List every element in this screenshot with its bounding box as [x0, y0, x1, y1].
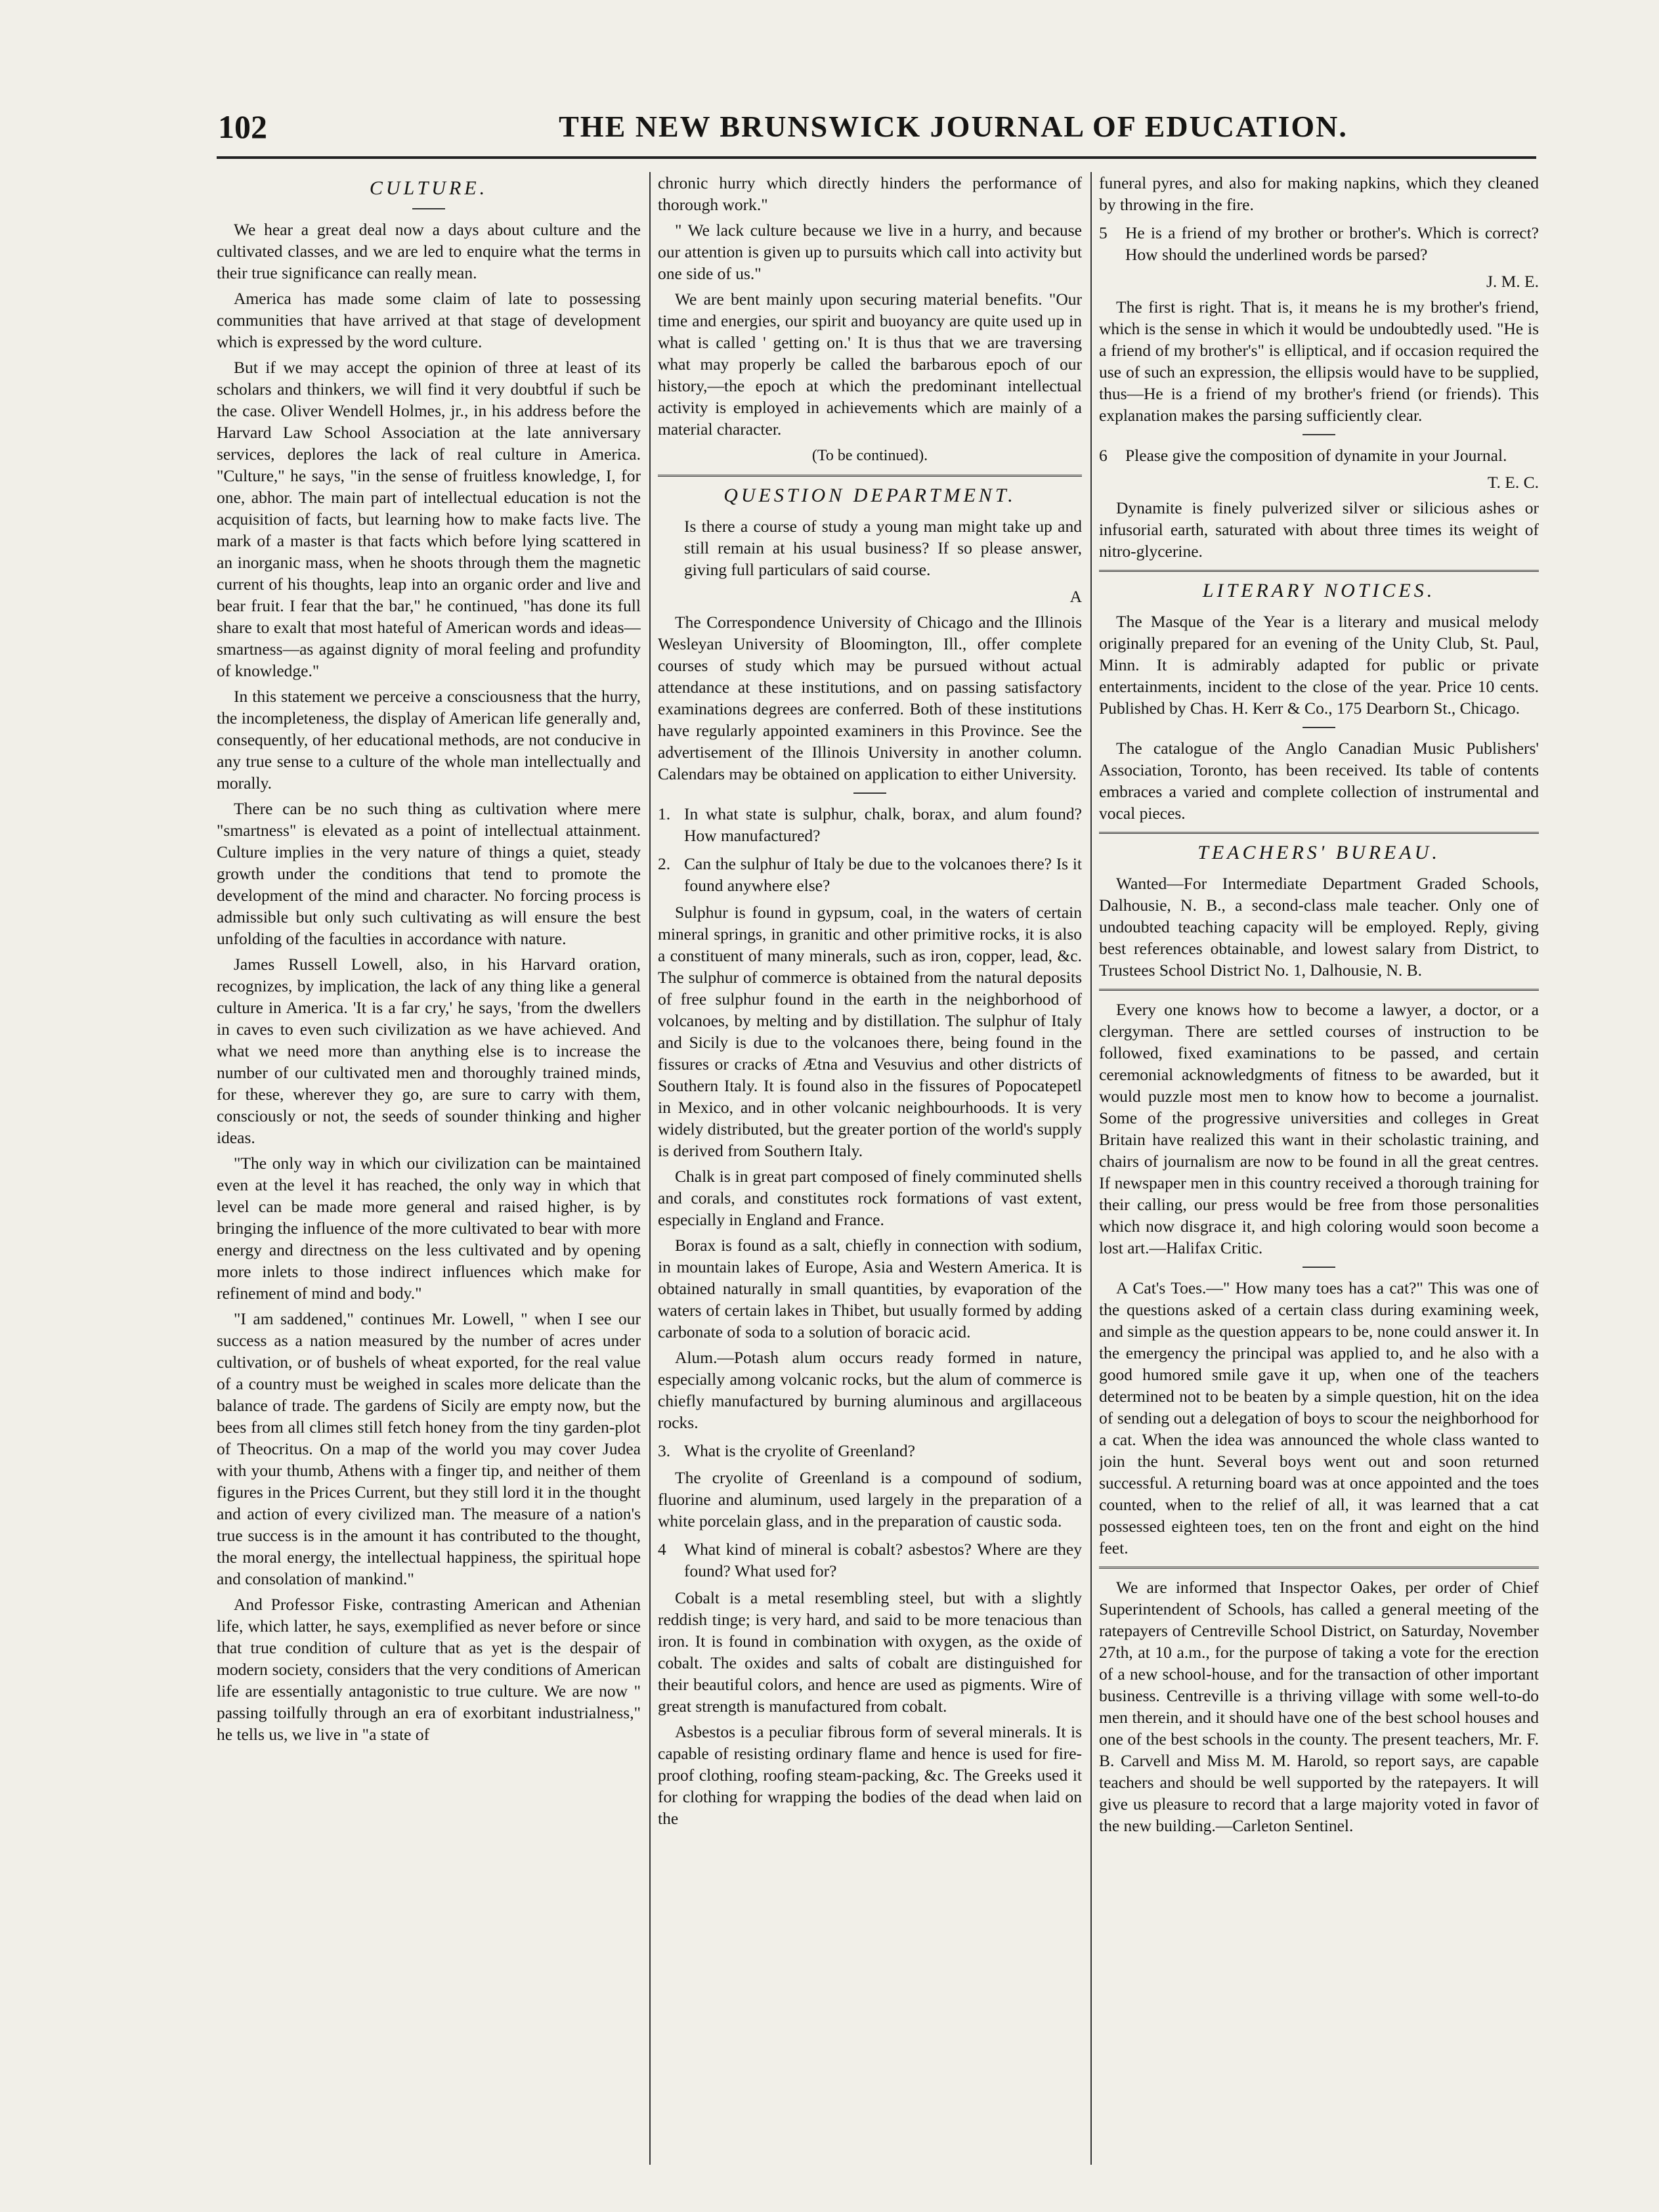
column-1	[217, 172, 641, 2165]
question-text: What kind of mineral is cobalt? asbestos? Where are they found? What used for?	[684, 1540, 1082, 1580]
paragraph: The Masque of the Year is a literary and musical melody originally prepared for an evening of the Unity Club, St. Paul, Minn. It is admirably adapted for public or private entertainments, incident to the close of the year. Price 10 cents. Published by Chas. H. Kerr & Co., 175 Dearborn St., Chicago.	[1099, 612, 1539, 718]
answer: Borax is found as a salt, chiefly in connection with sodium, in mountain lakes of Europe, Asia and Western America. It is obtained naturally in small quantities, by evaporation of the waters of certain lakes in Thibet, but usually formed by adding carbonate of soda to a solution of boracic acid.	[658, 1236, 1082, 1341]
header-rule	[217, 156, 1536, 159]
question-text: What is the cryolite of Greenland?	[684, 1441, 915, 1460]
answer: The Correspondence University of Chicago and the Illinois Wesleyan University of Bloomington, Ill., offer complete courses of study which may be pursued without actual attendance at these institutions, and on passing satisfactory examinations degrees are conferred. Both of these institutions have regularly appointed examiners in this Province. See the advertisement of the Illinois University in another column. Calendars may be obtained on application to either University.	[658, 613, 1082, 783]
column-divider	[649, 172, 651, 2165]
running-title: THE NEW BRUNSWICK JOURNAL OF EDUCATION.	[559, 110, 1348, 143]
answer: Alum.—Potash alum occurs ready formed in nature, especially among volcanic rocks, but the alum of commerce is chiefly manufactured by burning aluminous and argillaceous rocks.	[658, 1348, 1082, 1432]
to-be-continued: (To be continued).	[811, 447, 928, 464]
paragraph: There can be no such thing as cultivation where mere "smartness" is elevated as a point of intellectual attainment. Culture implies in the very nature of things a quiet, steady growth under the conditions that tend to promote the development of the mind and character. No forcing process is admissible but only such cultivating as will ensure the best unfolding of the faculties in accordance with nature.	[217, 799, 641, 948]
paragraph: America has made some claim of late to possessing communities that have arrived at that stage of development which is expressed by the word culture.	[217, 289, 641, 351]
paragraph: A Cat's Toes.—" How many toes has a cat?" This was one of the questions asked of a certain class during examining week, and simple as the question appears to be, none could answer it. In the emergency the principal was applied to, and he also with a good humored smile gave it up, when one of the teachers determined not to be beaten by a simple question, hit on the idea of sending out a delegation of boys to scour the neighborhood for a cat. When the idea was announced the whole class wanted to join the hunt. Several boys went out and soon returned successful. A returning board was at once appointed and the toes counted, when to the relief of all, it was learned that a cat possessed eighteen toes, ten on the front and eight on the hind feet.	[1099, 1278, 1539, 1557]
paragraph: "I am saddened," continues Mr. Lowell, " when I see our success as a nation measured by the number of acres under cultivation, or of bushels of wheat exported, for the real value of a country must be weighed in scales more delicate than the balance of trade. The gardens of Sicily are empty now, but the bees from all climes still fetch honey from the tiny garden-plot of Theocritus. On a map of the world you may cover Judea with your thumb, Athens with a finger tip, and neither of them figures in the Prices Current, but they still lord it in the thought and action of every civilized man. The measure of a nation's true success is in the amount it has contributed to the thought, the moral energy, the intellectual happiness, the spiritual hope and consolation of mankind."	[217, 1309, 641, 1588]
answer: Cobalt is a metal resembling steel, but with a slightly reddish tinge; is very hard, and said to be more tenacious than iron. It is found in combination with oxygen, as the oxide of cobalt. The oxides and salts of cobalt are distinguished for their beautiful colors, and hence are used as pigments. Wire of great strength is manufactured from cobalt.	[658, 1588, 1082, 1716]
question	[658, 803, 1082, 846]
section-dash	[1303, 1267, 1335, 1268]
paragraph: Every one knows how to become a lawyer, a doctor, or a clergyman. There are settled courses of instruction to be followed, fixed examinations to be passed, and certain ceremonial acknowledgments of fitness to be awarded, but it would puzzle most men to know how to become a journalist. Some of the progressive universities and colleges in Great Britain have realized this want in their scholastic training, and chairs of journalism are now to be found in all the great centres. If newspaper men in this country received a thorough training for their calling, our press would be free from those personalities which now disgrace it, and high coloring would soon become a lost art.—Halifax Critic.	[1099, 1000, 1539, 1257]
section-dash	[1303, 434, 1335, 435]
question-signature: A	[1069, 587, 1082, 606]
section-rule	[658, 475, 1082, 477]
question-text: Can the sulphur of Italy be due to the volcanoes there? Is it found anywhere else?	[684, 854, 1082, 895]
answer: Chalk is in great part composed of finely comminuted shells and corals, and constitutes rock formations of vast extent, especially in England and France.	[658, 1167, 1082, 1229]
section-dash	[1303, 727, 1335, 728]
question-signature: J. M. E.	[1486, 272, 1539, 291]
section-dash	[853, 792, 886, 794]
paragraph: The catalogue of the Anglo Canadian Music Publishers' Association, Toronto, has been received. Its table of contents embraces a varied and complete collection of instrumental and vocal pieces.	[1099, 739, 1539, 823]
question	[658, 853, 1082, 896]
section-title-teachers-bureau: TEACHERS' BUREAU.	[1197, 842, 1440, 863]
question-text: Please give the composition of dynamite in your Journal.	[1125, 446, 1507, 465]
answer: Asbestos is a peculiar fibrous form of several minerals. It is capable of resisting ordinary flame and hence is used for fire-proof clothing, roofing steam-packing, &c. The Greeks used it for clothing for wrapping the bodies of the dead when laid on the	[658, 1722, 1082, 1828]
column-divider	[1090, 172, 1092, 2165]
question-text: He is a friend of my brother or brother's. Which is correct? How should the underlined words be parsed?	[1125, 223, 1539, 264]
question	[1099, 445, 1539, 466]
section-title-literary-notices: LITERARY NOTICES.	[1202, 580, 1436, 601]
column-2	[658, 172, 1082, 2165]
paragraph: " We lack culture because we live in a hurry, and because our attention is given up to pursuits which call into activity but one side of us."	[658, 221, 1082, 283]
paragraph: funeral pyres, and also for making napkins, which they cleaned by throwing in the fire.	[1099, 173, 1539, 214]
question	[658, 1440, 1082, 1462]
paragraph: And Professor Fiske, contrasting American and Athenian life, which latter, he says, exemplified as never before or since that true condition of culture that as yet is the despair of modern society, considers that the very conditions of American life are essentially antagonistic to true culture. We are now " passing toilfully through an era of exorbitant industrialness," he tells us, we live in "a state of	[217, 1595, 641, 1744]
paragraph: "The only way in which our civilization can be maintained even at the level it has reached, the only way in which that level can be made more general and raised higher, is by bringing the influence of the more cultivated to bear with more energy and directness on the less cultivated and by opening more inlets to those indirect influences which make for refinement of mind and body."	[217, 1154, 641, 1303]
question-number: 3.	[658, 1441, 671, 1460]
question	[1099, 222, 1539, 265]
question-number: 4	[658, 1540, 666, 1559]
paragraph: We are bent mainly upon securing material benefits. "Our time and energies, our spirit and buoyancy are quite used up in what is called ' getting on.' It is thus that we are traversing what may properly be called the barbarous epoch of our history,—the epoch at which the predominant intellectual activity is employed in achievements which are mainly of a material character.	[658, 290, 1082, 439]
section-rule	[1099, 1567, 1539, 1569]
paragraph: We hear a great deal now a days about culture and the cultivated classes, and we are led to enquire what the terms in their true significance can really mean.	[217, 220, 641, 282]
question	[658, 515, 1082, 580]
question	[658, 1538, 1082, 1582]
section-dash	[412, 208, 445, 209]
section-rule	[1099, 832, 1539, 834]
column-3	[1099, 172, 1539, 2165]
paragraph: Wanted—For Intermediate Department Graded Schools, Dalhousie, N. B., a second-class male teacher. Only one of undoubted teaching capacity will be employed. Reply, giving best references obtainable, and lowest salary from District, to Trustees School District No. 1, Dalhousie, N. B.	[1099, 874, 1539, 980]
question-number: 2.	[658, 854, 671, 873]
question-number: 6	[1099, 446, 1108, 465]
answer: The first is right. That is, it means he is my brother's friend, which is the sense in which it would be undoubtedly used. "He is a friend of my brother's" is elliptical, and if occasion required the use of such an expression, the ellipsis would have to be supplied, thus—He is a friend of my brother's friend (or friends). This explanation makes the parsing sufficiently clear.	[1099, 297, 1539, 425]
paragraph: But if we may accept the opinion of three at least of its scholars and thinkers, we will find it very doubtful if such be the case. Oliver Wendell Holmes, jr., in his address before the Harvard Law School Association at the late anniversary services, deplores the lack of real culture in America. "Culture," he says, "in the sense of fruitless knowledge, I, for one, abhor. The main part of intellectual education is not the acquisition of facts, but learning how to make facts live. The mark of a master is that facts which before lying scattered in an inorganic mass, when he shoots through them the magnetic current of his thoughts, leap into an organic order and live and bear fruit. I fear that the bar," he continued, "has done its full share to exalt that most hateful of American words and ideas—smartness—as against dignity of moral feeling and profundity of knowledge."	[217, 358, 641, 680]
answer: Sulphur is found in gypsum, coal, in the waters of certain mineral springs, in granitic and other primitive rocks, it is also a constituent of many minerals, such as iron, copper, lead, &c. The sulphur of commerce is obtained from the natural deposits of free sulphur found in the earth in the neighborhood of volcanoes, by melting and by distillation. The sulphur of Italy and Sicily is due to the volcanoes there, being found in the fissures or cracks of Ætna and Vesuvius and other districts of Southern Italy. It is found also in the fissures of Popocatepetl in Mexico, and in other volcanic neighbourhoods. It is very widely distributed, but the greater portion of the world's supply is derived from Southern Italy.	[658, 903, 1082, 1160]
section-title-culture: CULTURE.	[369, 177, 488, 199]
question-text: In what state is sulphur, chalk, borax, and alum found? How manufactured?	[684, 804, 1082, 845]
paragraph: chronic hurry which directly hinders the performance of thorough work."	[658, 173, 1082, 214]
section-rule	[1099, 989, 1539, 991]
answer: The cryolite of Greenland is a compound of sodium, fluorine and aluminum, used largely in the preparation of a white porcelain glass, and in the preparation of caustic soda.	[658, 1468, 1082, 1530]
section-rule	[1099, 570, 1539, 572]
answer: Dynamite is finely pulverized silver or silicious ashes or infusorial earth, saturated with about three times its weight of nitro-glycerine.	[1099, 498, 1539, 561]
page-number: 102	[218, 108, 267, 145]
paragraph: In this statement we perceive a consciousness that the hurry, the incompleteness, the display of American life generally and, consequently, of her educational methods, are not conducive in any true sense to a culture of the whole man intellectually and morally.	[217, 687, 641, 792]
section-title-question-department: QUESTION DEPARTMENT.	[723, 485, 1016, 506]
question-signature: T. E. C.	[1487, 473, 1539, 492]
question-number: 5	[1099, 223, 1108, 242]
paragraph: James Russell Lowell, also, in his Harvard oration, recognizes, by implication, the lack of any thing like a general culture in America. 'It is a far cry,' he says, 'from the dwellers in caves to even such civilization as we have achieved. And what we need more than anything else is to increase the number of our cultivated men and thoroughly trained minds, for these, wherever they go, are sure to carry with them, consciously or not, the seeds of sounder thinking and higher ideas.	[217, 955, 641, 1147]
paragraph: We are informed that Inspector Oakes, per order of Chief Superintendent of Schools, has called a general meeting of the ratepayers of Centreville School District, on Saturday, November 27th, at 10 a.m., for the purpose of taking a vote for the erection of a new school-house, and for the transaction of other important business. Centreville is a thriving village with some well-to-do men therein, and it should have one of the best school houses and one of the best schools in the county. The present teachers, Mr. F. B. Carvell and Miss M. M. Harold, so report says, are capable teachers and should be well supported by the ratepayers. It will give us pleasure to record that a large majority voted in favor of the new building.—Carleton Sentinel.	[1099, 1578, 1539, 1835]
question-text: Is there a course of study a young man might take up and still remain at his usual business? If so please answer, giving full particulars of said course.	[684, 517, 1082, 579]
question-number: 1.	[658, 804, 671, 823]
